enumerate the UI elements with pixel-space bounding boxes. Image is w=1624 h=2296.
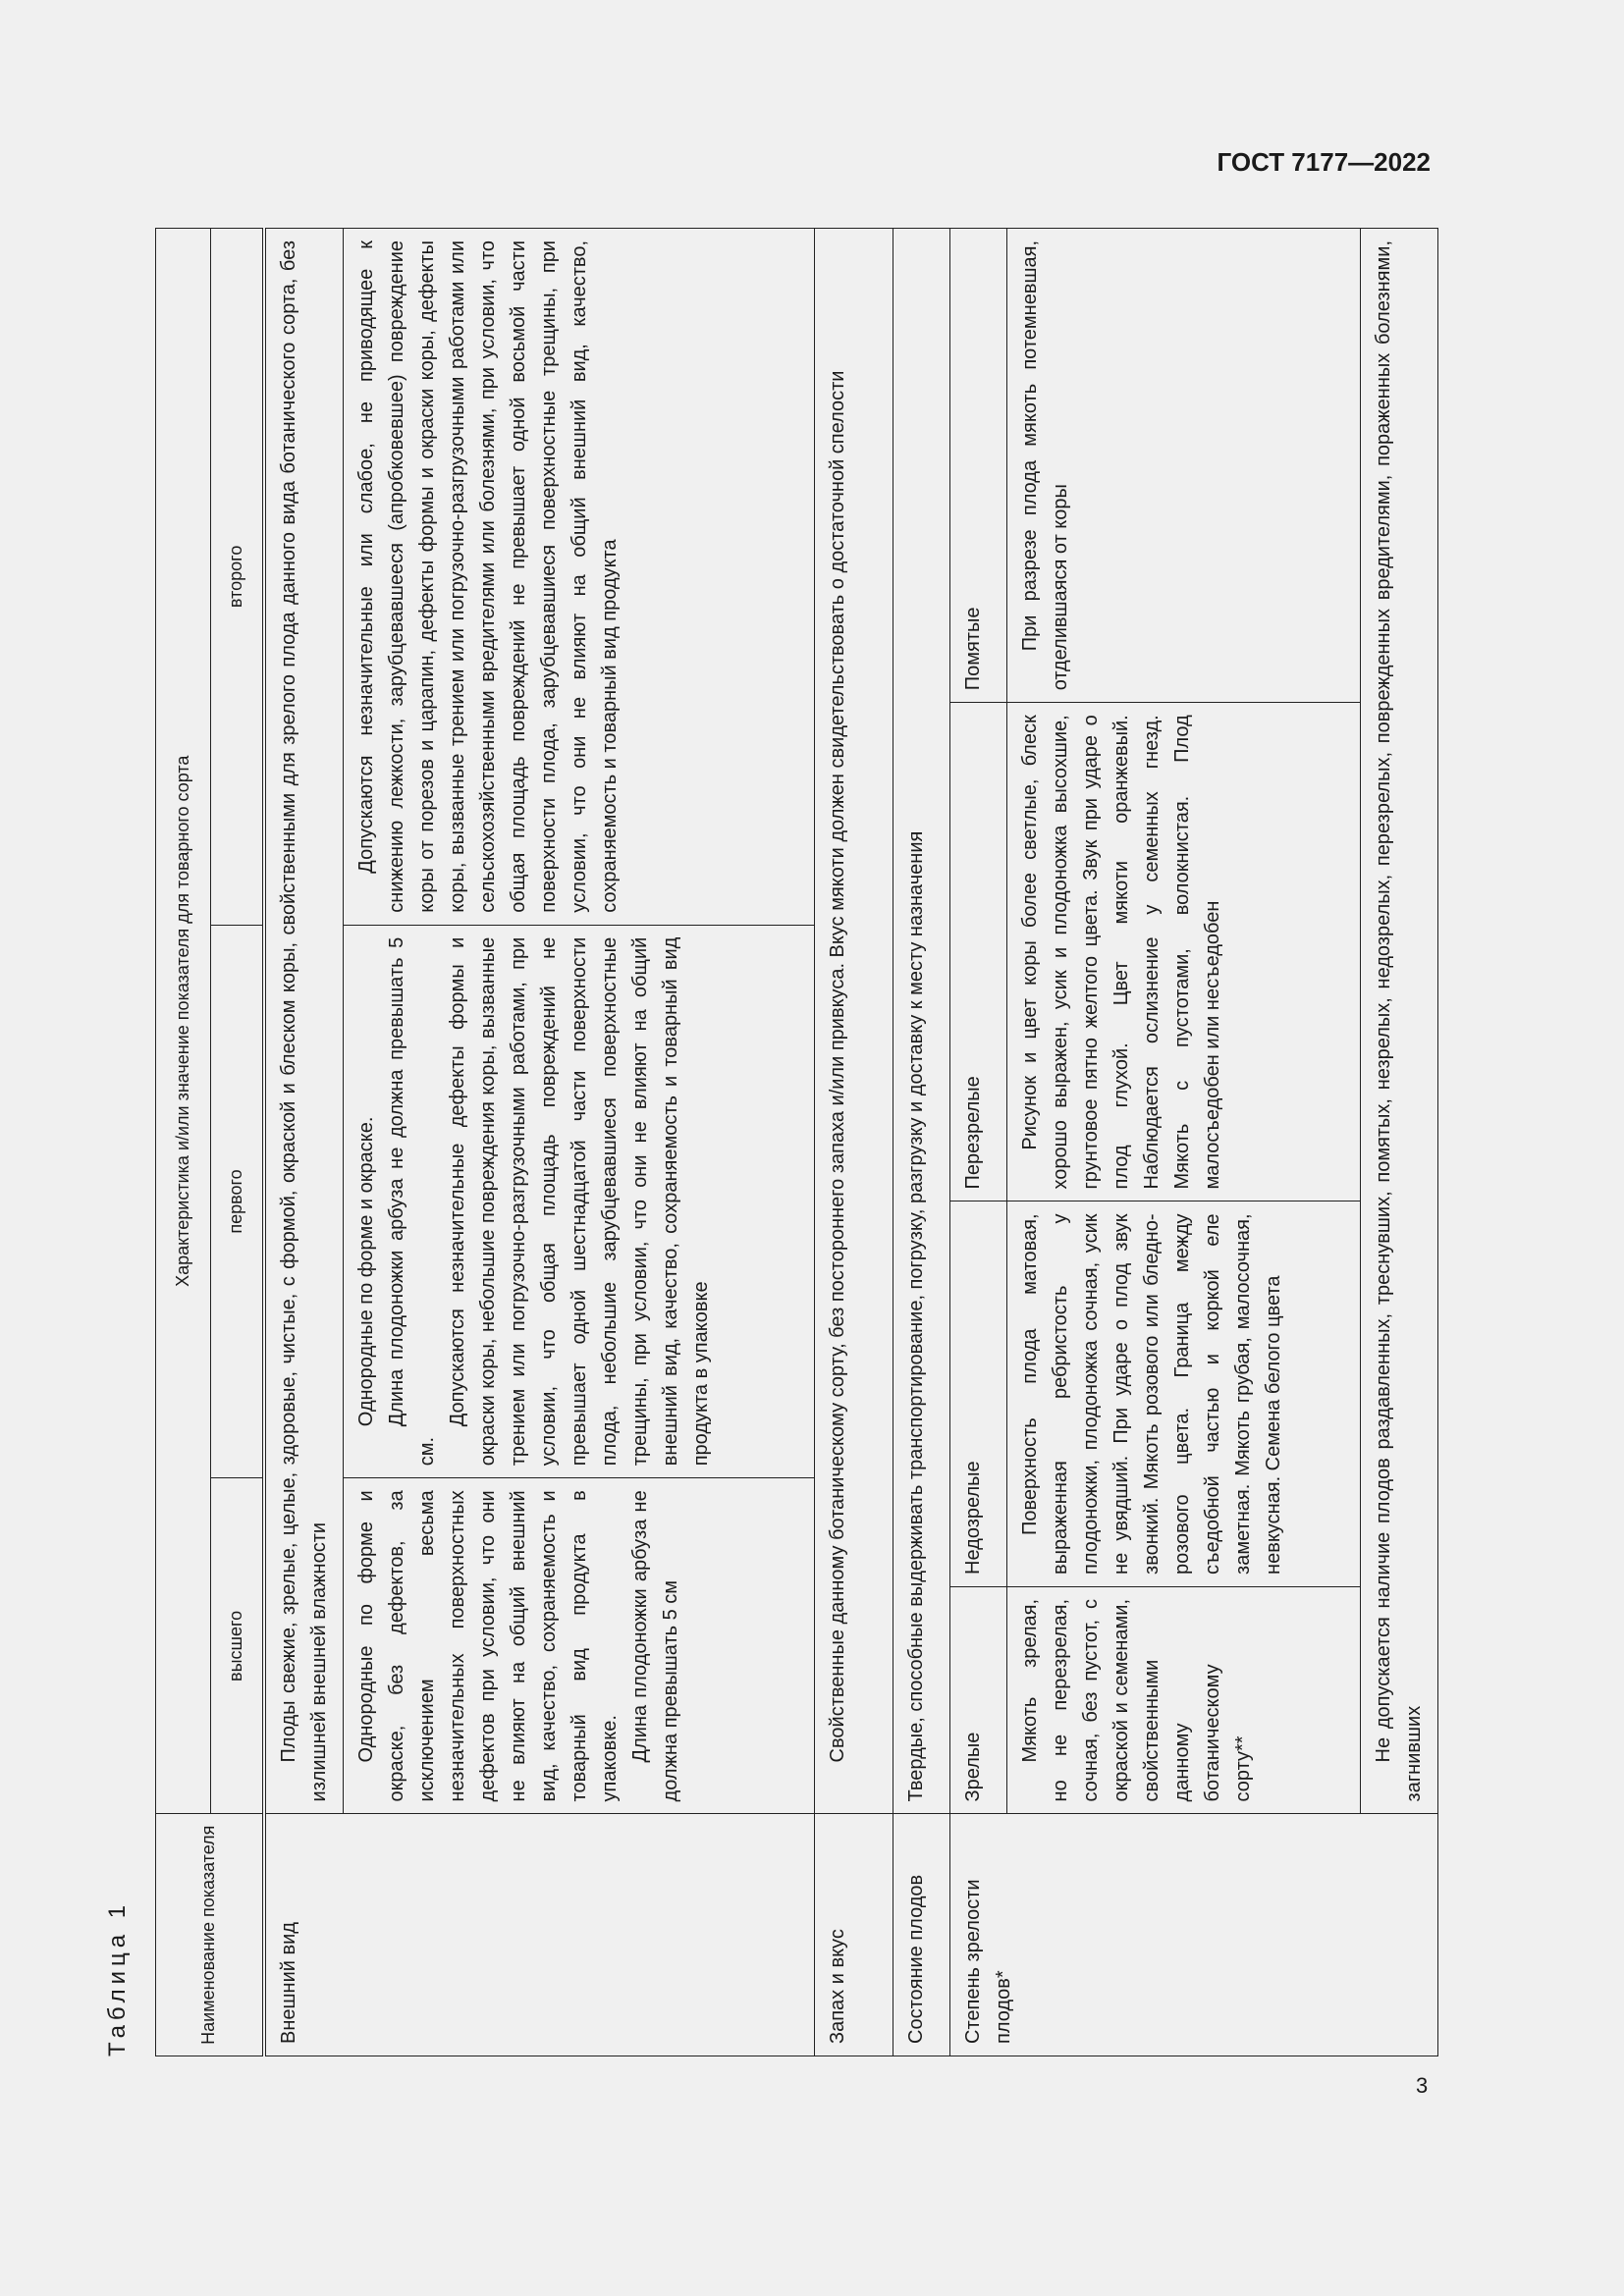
appearance-first-p2: Длина плодоножки арбуза не должна превышать 5 см. bbox=[385, 936, 438, 1467]
header-grade-highest: высшего bbox=[211, 1478, 264, 1814]
ripeness-overripe-text: Рисунок и цвет коры более светлые, блеск хорошо выражен, усик и плодоножка высохшие, грунтовое пятно желтого цвета. Звук при ударе о плод глухой. Цвет мякоти оранжевый. Наблюдается ослизнение у семенных гнезд. Мякоть с пустотами, волокнистая. Плод малосъедобен или несъедобен bbox=[1018, 715, 1223, 1190]
row-name-ripeness: Степень зрелости плодов* bbox=[949, 1814, 1437, 2056]
ripeness-note-text: Не допускается наличие плодов раздавленных, треснувших, помятых, незрелых, недозрелых, перезрелых, поврежденных вредителями, пораженных болезнями, загнивших bbox=[1372, 240, 1425, 1802]
appearance-first-p3: Допускаются незначительные дефекты формы и окраски коры, небольшие повреждения коры, вызванные трением или погрузочно-разгрузочными работами, при условии, что общая площадь повреждений не превышает одной шестнадцатой части поверхности плода, небольшие зарубцевавшиеся поверхностные трещины, при условии, что они не влияют на общий внешний вид, качество, сохраняемость и товарный вид продукта в упаковке bbox=[446, 936, 712, 1467]
ripeness-text-unripe bbox=[1006, 1201, 1360, 1586]
header-name-column: Наименование показателя bbox=[156, 1814, 264, 2056]
ripeness-title-unripe: Недозрелые bbox=[949, 1201, 1006, 1586]
smell-value-text: Свойственные данному ботаническому сорту, без постороннего запаха и/или привкуса. Вкус мякоти должен свидетельствовать о достаточной спелости bbox=[826, 370, 848, 1763]
table-caption: Таблица 1 bbox=[104, 1899, 131, 2056]
ripeness-text-bruised bbox=[1006, 229, 1360, 703]
document-code: ГОСТ 7177—2022 bbox=[1217, 147, 1431, 177]
page-number: 3 bbox=[1416, 2073, 1429, 2098]
ripeness-title-overripe: Перезрелые bbox=[949, 703, 1006, 1201]
appearance-second bbox=[343, 229, 814, 926]
appearance-general-text: Плоды свежие, зрелые, целые, здоровые, чистые, с формой, окраской и блеском коры, свойственными для зрелого плода данного вида ботанического сорта, без излишней внешней влажности bbox=[277, 240, 330, 1802]
row-name-smell: Запах и вкус bbox=[814, 1814, 893, 2056]
appearance-highest bbox=[343, 1478, 814, 1814]
ripeness-ripe-text: Мякоть зрелая, но не перезрелая, сочная, без пустот, с окраской и семенами, свойственными данному ботаническому сорту** bbox=[1018, 1598, 1254, 1802]
condition-value-text: Твердые, способные выдерживать транспортирование, погрузку, разгрузку и доставку к месту назначения bbox=[904, 830, 927, 1802]
smell-value bbox=[814, 229, 893, 1814]
condition-value bbox=[893, 229, 949, 1814]
appearance-general bbox=[264, 229, 344, 1814]
ripeness-note bbox=[1360, 229, 1437, 1814]
ripeness-bruised-text: При разрезе плода мякоть потемневшая, отделившаяся от коры bbox=[1018, 240, 1071, 691]
ripeness-text-overripe bbox=[1006, 703, 1360, 1201]
appearance-second-p1: Допускаются незначительные или слабое, не приводящее к снижению лежкости, зарубцевавшееся (апробковевшее) повреждение коры от порезов и царапин, дефекты формы и окраски коры, дефекты коры, вызванные трением или погрузочно-разгрузочными работами или сельскохозяйственными вредителями или болезнями, при условии, что общая площадь повреждений не превышает одной восьмой части поверхности плода, зарубцевавшиеся поверхностные трещины, при условии, что они не влияют на общий внешний вид, качество, сохраняемость и товарный вид продукта bbox=[354, 240, 621, 913]
ripeness-unripe-text: Поверхность плода матовая, выраженная ребристость у плодоножки, плодоножка сочная, усик не увядший. При ударе о плод звук звонкий. Мякоть розового или бледно-розового цвета. Граница между съедобной частью и коркой еле заметная. Мякоть грубая, малосочная, невкусная. Семена белого цвета bbox=[1018, 1213, 1284, 1575]
ripeness-text-ripe bbox=[1006, 1586, 1360, 1813]
header-grade-first: первого bbox=[211, 925, 264, 1478]
rotated-page bbox=[98, 226, 1443, 2076]
row-name-appearance: Внешний вид bbox=[264, 1814, 815, 2056]
ripeness-title-bruised: Помятые bbox=[949, 229, 1006, 703]
ripeness-title-ripe: Зрелые bbox=[949, 1586, 1006, 1813]
header-value-column: Характеристика и/или значение показателя для товарного сорта bbox=[156, 229, 211, 1814]
header-grade-second: второго bbox=[211, 229, 264, 926]
appearance-highest-p2: Длина плодоножки арбуза не должна превышать 5 см bbox=[628, 1490, 681, 1802]
quality-table bbox=[155, 228, 1438, 2056]
appearance-first-p1: Однородные по форме и окраске. bbox=[354, 1116, 377, 1427]
row-name-condition: Состояние плодов bbox=[893, 1814, 949, 2056]
appearance-first bbox=[343, 925, 814, 1478]
appearance-highest-p1: Однородные по форме и окраске, без дефектов, за исключением весьма незначительных поверхностных дефектов при условии, что они не влияют на общий внешний вид, качество, сохраняемость и товарный вид продукта в упаковке. bbox=[354, 1490, 621, 1802]
